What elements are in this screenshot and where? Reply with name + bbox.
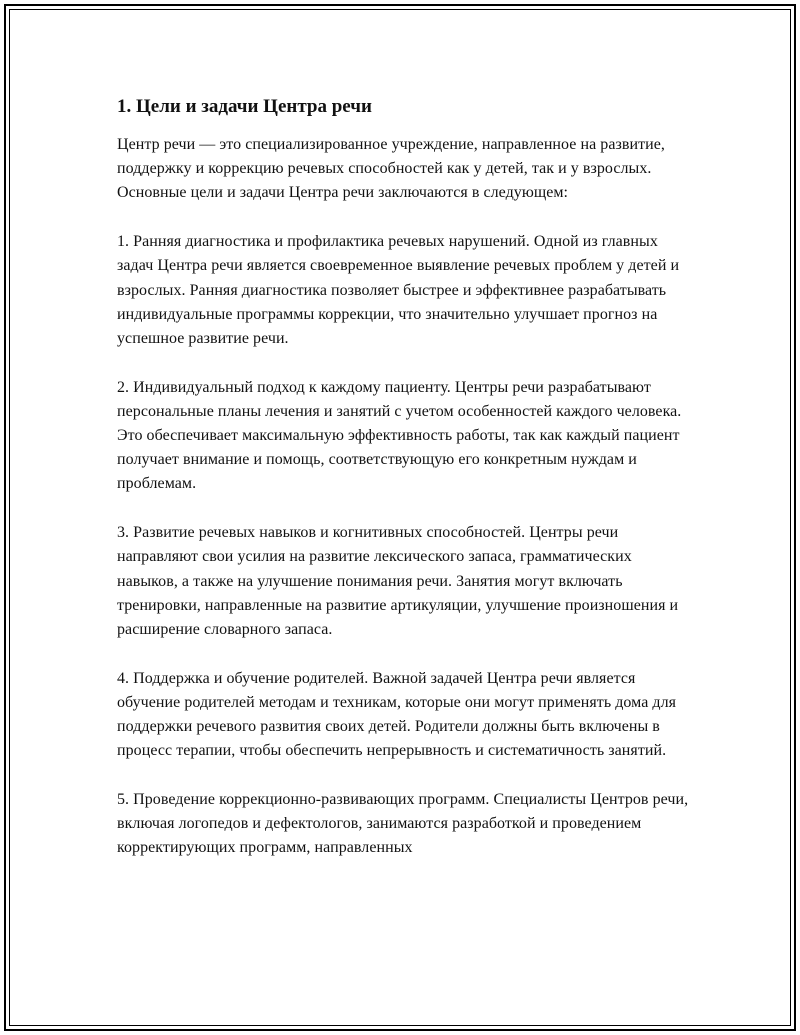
paragraph-correction-programs: 5. Проведение коррекционно-развивающих программ. Специалисты Центров речи, включая логопедов и дефектологов, занимаются разработкой и проведением корректирующих программ, направленных [117,790,689,857]
section-heading: 1. Цели и задачи Центра речи [117,96,372,117]
paragraph-individual-approach: 2. Индивидуальный подход к каждому пациенту. Центры речи разрабатывают персональные планы лечения и занятий с учетом особенностей каждого человека. Это обеспечивает максимальную эффективность работы, так как каждый пациент получает внимание и помощь, соответствующую его конкретным нуждам и проблемам. [117,378,682,493]
paragraph-skills-development: 3. Развитие речевых навыков и когнитивных способностей. Центры речи направляют свои усилия на развитие лексического запаса, грамматических навыков, а также на улучшение понимания речи. Занятия могут включать тренировки, направленные на развитие артикуляции, улучшение произношения и расширение словарного запаса. [117,524,679,638]
intro-paragraph: Центр речи — это специализированное учреждение, направленное на развитие, поддержку и коррекцию речевых способностей как у детей, так и у взрослых. Основные цели и задачи Центра речи заключаются в следующем: [117,136,665,202]
paragraph-parent-support: 4. Поддержка и обучение родителей. Важной задачей Центра речи является обучение родителей методам и техникам, которые они могут применять дома для поддержки речевого развития своих детей. Родители должны быть включены в процесс терапии, чтобы обеспечить непрерывность и систематичность занятий. [117,669,677,760]
document-body [117,93,692,885]
paragraph-early-diagnostics: 1. Ранняя диагностика и профилактика речевых нарушений. Одной из главных задач Центра речи является своевременное выявление речевых проблем у детей и взрослых. Ранняя диагностика позволяет быстрее и эффективнее разрабатывать индивидуальные программы коррекции, что значительно улучшает прогноз на успешное развитие речи. [117,233,680,347]
